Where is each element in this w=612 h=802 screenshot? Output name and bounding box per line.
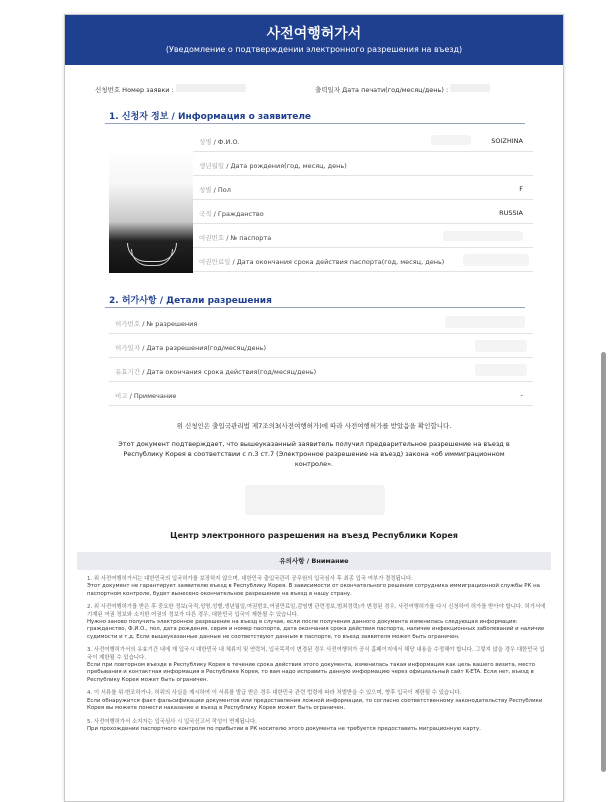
redacted-value xyxy=(176,84,246,92)
label-ru: / Гражданство xyxy=(211,210,264,218)
notice-text-ru: Нужно заново получить электронное разрешение на въезд в случае, если после получения данного документа изменилась следующая информация: гражданство, Ф.И.О., пол, дата рождения, серия и номер паспорта, дата окончания срока действия паспорта, наличие инфекционных заболеваний и наличие судимости и т.д. Если вышеуказанные данные не соответствуют данным в паспорте, то въезд заявителя может быть ограничен. xyxy=(87,619,545,640)
label-ko: 성명 xyxy=(199,138,212,146)
notice-item xyxy=(87,604,547,641)
necklace-detail xyxy=(131,249,173,266)
section-permit-title: 2. 허가사항 / Детали разрешения xyxy=(109,296,272,306)
notice-text-ko: 3. 사전여행허가서의 유효기간 내에 재 입국시 대한민국 내 체류지 및 연락처, 입국목적이 변경된 경우 사전여행허가 공식 홈페이지에서 해당 내용을 수정해야 합니다. 그렇지 않을 경우 대한민국 입국이 제한될 수 있습니다. xyxy=(87,647,545,661)
confirmation-ko: 위 신청인은 출입국관리법 제7조의3(사전여행허가)에 따라 사전여행허가를 받았음을 확인합니다. xyxy=(176,422,452,430)
label-ko: 국적 xyxy=(199,210,212,218)
label-ko: 여권만료일 xyxy=(199,258,231,266)
redacted-value xyxy=(431,135,471,145)
label-ko: 비고 xyxy=(115,392,128,400)
print-date-label: 출력일자 Дата печати(год/месяц/день) : xyxy=(315,86,449,94)
print-date xyxy=(315,84,490,94)
notice-title: 유의사항 / Внимание xyxy=(77,552,551,570)
application-number-label: 신청번호 Номер заявки : xyxy=(95,86,174,94)
label-ru: / Пол xyxy=(211,186,231,194)
notice-item xyxy=(87,576,547,598)
divider xyxy=(105,307,525,308)
redacted-value xyxy=(475,340,527,352)
notice-text-ko: 1. 위 사전여행허가서는 대한민국의 입국허가를 보장하지 않으며, 대한민국 출입국관리 공무원의 입국심사 후 최종 입국 여부가 결정됩니다. xyxy=(87,576,413,582)
label-ko: 유효기간 xyxy=(115,368,141,376)
redacted-value xyxy=(443,231,523,241)
row-permit-date xyxy=(109,337,533,358)
label-ko: 허가번호 xyxy=(115,320,141,328)
redacted-value xyxy=(450,84,490,92)
document-subtitle: (Уведомление о подтверждении электронного разрешения на въезд) xyxy=(165,45,463,54)
label-ru: / № разрешения xyxy=(140,320,198,328)
notice-text-ko: 2. 위 사전여행허가를 받은 후 중요한 정보(국적,성명,성별,생년월일,여권번호,여권만료일,감염병 관련정보,범죄경력)가 변경된 경우, 사전여행허가를 다시 신청하여 허가를 받아야 합니다. 허가서에 기재된 여권 정보와 소지한 여권의 정보가 다른 경우, 대한민국 입국이 제한될 수 있습니다. xyxy=(87,604,546,618)
label-ru: / Ф.И.О. xyxy=(211,138,240,146)
redacted-value xyxy=(463,254,529,266)
row-passport-expiry xyxy=(193,251,533,272)
value-sex: F xyxy=(519,185,523,193)
row-valid-until xyxy=(109,361,533,382)
redacted-value xyxy=(475,364,527,376)
value-nationality: RUSSIA xyxy=(499,209,523,217)
section-applicant-title: 1. 신청자 정보 / Информация о заявителе xyxy=(109,112,312,122)
label-ru: / Дата рождения(год, месяц, день) xyxy=(224,162,347,170)
notice-list xyxy=(87,576,547,739)
center-title: Центр электронного разрешения на въезд Республики Корея xyxy=(170,531,458,540)
row-sex xyxy=(193,179,533,200)
row-birthdate xyxy=(193,155,533,176)
application-number xyxy=(95,84,246,94)
notice-item xyxy=(87,719,547,734)
label-ru: / Примечание xyxy=(127,392,177,400)
redacted-stamp xyxy=(245,485,385,515)
label-ru: / Дата окончания срока действия паспорта(год, месяц, день) xyxy=(230,258,445,266)
value-name: SOIZHINA xyxy=(491,137,523,145)
redacted-value xyxy=(445,316,525,328)
confirmation-ru: Этот документ подтверждает, что вышеуказанный заявитель получил предварительное разрешение на въезд в Республику Корея в соответствии с п.3 ст.7 (Электронное разрешение на въезд) закона «об иммиграционном контроле». xyxy=(118,440,510,468)
row-passport-number xyxy=(193,227,533,248)
document-title: 사전여행허가서 xyxy=(266,26,362,42)
label-ko: 허가일자 xyxy=(115,344,141,352)
label-ru: / № паспорта xyxy=(224,234,272,242)
notice-item xyxy=(87,690,547,712)
label-ru: / Дата разрешения(год/месяц/день) xyxy=(140,344,267,352)
divider xyxy=(105,123,525,124)
vertical-scrollbar[interactable] xyxy=(601,352,606,772)
document-header xyxy=(65,15,563,65)
row-remarks xyxy=(109,385,533,406)
label-ko: 성별 xyxy=(199,186,212,194)
notice-text-ru: При прохождении паспортного контроля по прибытии в РК носителю этого документа не требуется предоставить миграционную карту. xyxy=(87,725,481,732)
label-ko: 생년월일 xyxy=(199,162,225,170)
value-remarks: - xyxy=(520,391,523,399)
row-name xyxy=(193,131,533,152)
document-sheet xyxy=(64,14,564,802)
notice-text-ru: Этот документ не гарантирует заявителю въезд в Республику Корея. В зависимости от окончательного решения сотрудника иммиграционной службы РК на паспортном контроле, будет вынесено окончательное разрешение на въезд в нашу страну. xyxy=(87,583,540,597)
notice-text-ru: Если обнаружится факт фальсификации документов или предоставления ложной информации, то согласно соответственному законодательству Республики Корея вы можете понести наказание и въезд в Республику Корея может быть ограничен. xyxy=(87,697,543,712)
applicant-photo xyxy=(109,145,193,273)
row-permit-number xyxy=(109,313,533,334)
notice-text-ru: Если при повторном въезде в Республику Корея в течение срока действия этого документа, изменилась такая информация как цель вашего визита, место пребывания и контактная информация в Республике Корея, то вам надо исправить данную информацию через официальный сайт K-ETA. Если нет, въезд в Республику Корея может быть ограничен. xyxy=(87,662,535,683)
notice-text-ko: 4. 이 서류를 위·변조하거나, 허위의 사실을 제시하여 이 서류를 발급 받은 경우 대한민국 관련 법령에 따라 처벌받을 수 있으며, 향후 입국이 제한될 수 있습니다. xyxy=(87,690,462,697)
notice-text-ko: 5. 사전여행허가서 소지자는 입국심사 시 입국신고서 작성이 면제됩니다. xyxy=(87,718,257,725)
label-ko: 여권번호 xyxy=(199,234,225,242)
label-ru: / Дата окончания срока действия(год/месяц/день) xyxy=(140,368,317,376)
notice-item xyxy=(87,647,547,684)
row-nationality xyxy=(193,203,533,224)
